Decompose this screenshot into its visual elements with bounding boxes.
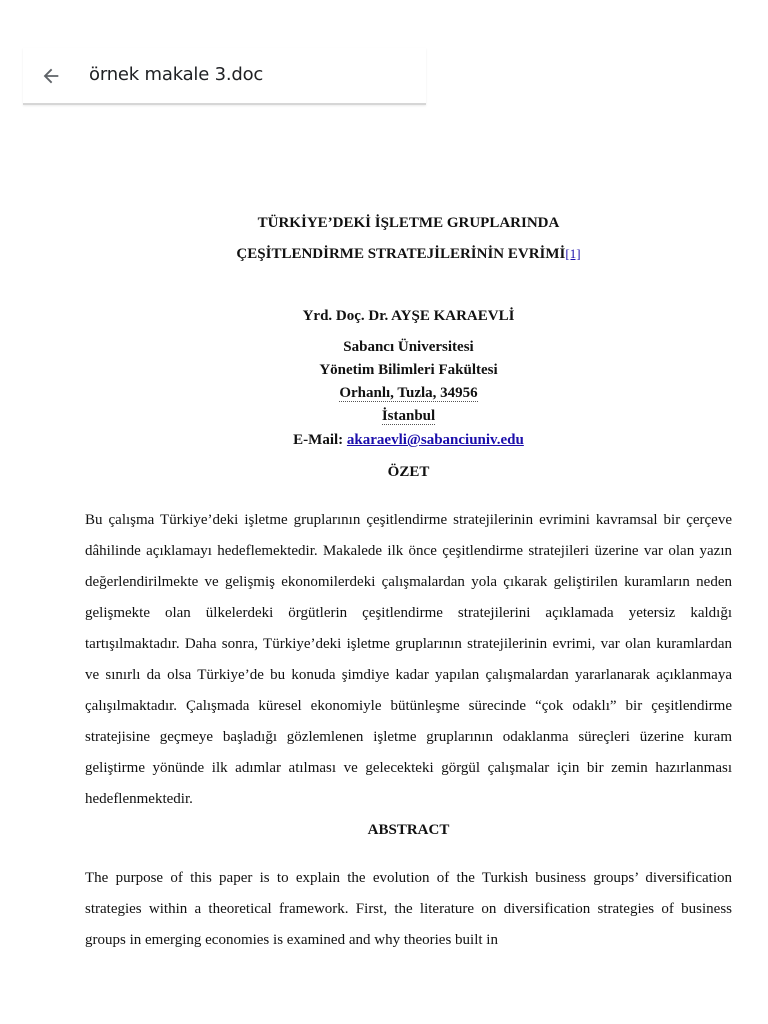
document-title: örnek makale 3.doc [89, 64, 264, 85]
abstract-heading: ABSTRACT [367, 822, 450, 838]
paper-title-line-2 [85, 246, 732, 263]
author-name: Yrd. Doç. Dr. AYŞE KARAEVLİ [302, 308, 515, 324]
affiliation-city [85, 408, 732, 425]
affiliation-address-text: Orhanlı, Tuzla, 34956 [339, 385, 478, 401]
abstract-paragraph: The purpose of this paper is to explain the evolution of the Turkish business groups’ diversification strategies within a theoretical framework. First, the literature on diversification strategies of business groups in emerging economies is examined and why theories built in [85, 870, 732, 948]
ozet-paragraph: Bu çalışma Türkiye’deki işletme gruplarının çeşitlendirme stratejilerinin evrimini kavramsal bir çerçeve dâhilinde açıklamayı hedeflemektedir. Makalede ilk önce çeşitlendirme stratejileri üzerine var olan yazın değerlendirilmekte ve gelişmiş ekonomilerdeki çalışmalardan yola çıkarak geliştirilen kuramların neden gelişmekte olan ülkelerdeki örgütlerin çeşitlendirme stratejilerini açıklamada yetersiz kaldığı tartışılmaktadır. Daha sonra, Türkiye’deki işletme gruplarının stratejilerinin evrimi, var olan kuramlardan ve sınırlı da olsa Türkiye’de bu konuda şimdiye kadar yapılan çalışmalardan yararlanarak açıklanmaya çalışılmaktadır. Çalışmada küresel ekonomiyle bütünleşme sürecinde “çok odaklı” bir çeşitlendirme stratejisine geçmeye başladığı gözlemlenen işletme gruplarının odaklanma süreçleri üzerine kuram geliştirme yönünde ilk adımlar atılması ve gelecekteki görgül çalışmalar için bir zemin hazırlanması hedeflenmektedir. [85, 512, 732, 807]
affiliation-university: Sabancı Üniversitesi [343, 339, 474, 355]
ozet-heading: ÖZET [387, 464, 430, 480]
paper-title-line-1: TÜRKİYE’DEKİ İŞLETME GRUPLARINDA [257, 215, 560, 231]
paper-title-line-2-text: ÇEŞİTLENDİRME STRATEJİLERİNİN EVRİMİ [236, 246, 566, 262]
document-header-bar [23, 48, 426, 105]
affiliation-city-text: İstanbul [381, 408, 436, 424]
email-line [85, 432, 732, 449]
affiliation-address [85, 385, 732, 402]
affiliation-faculty: Yönetim Bilimleri Fakültesi [319, 362, 498, 378]
email-label: E-Mail: [293, 432, 347, 448]
footnote-link[interactable]: [1] [565, 246, 581, 261]
back-button[interactable] [35, 60, 67, 92]
email-link[interactable]: akaraevli@sabanciuniv.edu [346, 432, 524, 448]
arrow-left-icon [40, 65, 62, 87]
